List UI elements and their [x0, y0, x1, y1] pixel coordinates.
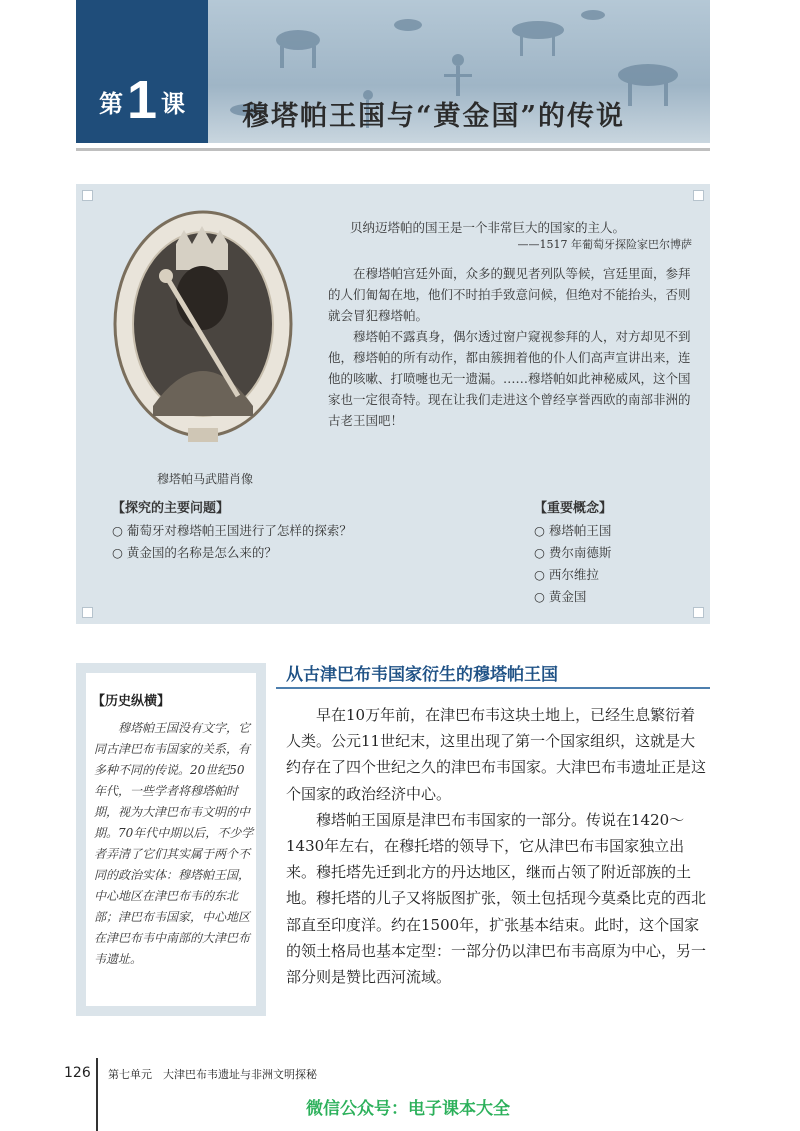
portrait-caption: 穆塔帕马武腊肖像 — [156, 472, 253, 486]
intro-paragraph: 穆塔帕不露真身，偶尔透过窗户窥视参拜的人，对方却见不到他，穆塔帕的所有动作，都由簇拥着他的仆人们高声宣讲出来，连他的咳嗽、打喷嚏也无一遗漏。……穆塔帕如此神秘威风，这个国家也一定很奇特。现在让我们走进这个曾经享誉西欧的南部非洲的古老王国吧！ — [328, 329, 691, 428]
lesson-suffix: 课 — [161, 90, 186, 118]
panel-corner-bottom-left — [82, 607, 93, 618]
lesson-number: 1 — [126, 70, 158, 130]
body-paragraph: 穆塔帕王国原是津巴布韦国家的一部分。传说在1420～1430年左右，在穆托塔的领导下，它从津巴布韦国家独立出来。穆托塔先迁到北方的丹达地区，继而占领了附近部族的土地。穆托塔的儿子又将版图扩张，领土包括现今莫桑比克的西北部直至印度洋。约在1500年，扩张基本结束。此时，这个国家的领土格局也基本定型：一部分仍以津巴布韦高原为中心，另一部分则是赞比西河流域。 — [286, 810, 707, 987]
questions-block — [112, 497, 442, 564]
body-text — [286, 702, 710, 990]
watermark: 微信公众号：电子课本大全 — [306, 1099, 510, 1119]
lesson-prefix: 第 — [98, 90, 123, 118]
lesson-number-badge — [76, 0, 208, 143]
concept-item: ○ 西尔维拉 — [534, 567, 599, 582]
concept-item: ○ 穆塔帕王国 — [534, 523, 612, 538]
panel-corner-top-right — [693, 190, 704, 201]
concept-item: ○ 黄金国 — [534, 589, 587, 604]
panel-corner-top-left — [82, 190, 93, 201]
question-item: ○ 黄金国的名称是怎么来的？ — [112, 545, 277, 560]
intro-text — [328, 263, 692, 431]
question-item: ○ 葡萄牙对穆塔帕王国进行了怎样的探索？ — [112, 523, 352, 538]
page-number: 126 — [64, 1065, 91, 1081]
intro-paragraph: 在穆塔帕宫廷外面，众多的觐见者列队等候，宫廷里面，参拜的人们匍匐在地，他们不时拍手致意问候，但绝对不能抬头，否则就会冒犯穆塔帕。 — [328, 266, 691, 323]
header-divider — [76, 148, 710, 151]
concepts-block — [534, 497, 684, 608]
intro-quote: 贝纳迈塔帕的国王是一个非常巨大的国家的主人。 — [350, 220, 626, 235]
sidebar-heading: 【历史纵横】 — [92, 694, 171, 709]
section-title: 从古津巴布韦国家衍生的穆塔帕王国 — [286, 665, 558, 685]
footer-divider — [96, 1058, 98, 1131]
portrait-image — [108, 206, 298, 448]
quote-source: ——1517 年葡萄牙探险家巴尔博萨 — [517, 238, 692, 251]
concepts-heading: 【重要概念】 — [534, 501, 613, 516]
section-divider — [276, 687, 710, 689]
sidebar-text: 穆塔帕王国没有文字，它同古津巴布韦国家的关系，有多种不同的传说。20世纪50年代，一些学者将穆塔帕时期，视为大津巴布韦文明的中期。70年代中期以后，不少学者弄清了它们其实属于两个不同的政治实体：穆塔帕王国，中心地区在津巴布韦的东北部；津巴布韦国家，中心地区在津巴布韦中南部的大津巴布韦遗址。 — [94, 721, 254, 966]
lesson-title: 穆塔帕王国与“黄金国”的传说 — [242, 101, 626, 132]
body-paragraph: 早在10万年前，在津巴布韦这块土地上，已经生息繁衍着人类。公元11世纪末，这里出现了第一个国家组织，这就是大约存在了四个世纪之久的津巴布韦国家。大津巴布韦遗址正是这个国家的政治经济中心。 — [286, 706, 707, 803]
panel-corner-bottom-right — [693, 607, 704, 618]
concept-item: ○ 费尔南德斯 — [534, 545, 612, 560]
unit-title: 第七单元 大津巴布韦遗址与非洲文明探秘 — [108, 1068, 317, 1081]
questions-heading: 【探究的主要问题】 — [112, 501, 230, 516]
